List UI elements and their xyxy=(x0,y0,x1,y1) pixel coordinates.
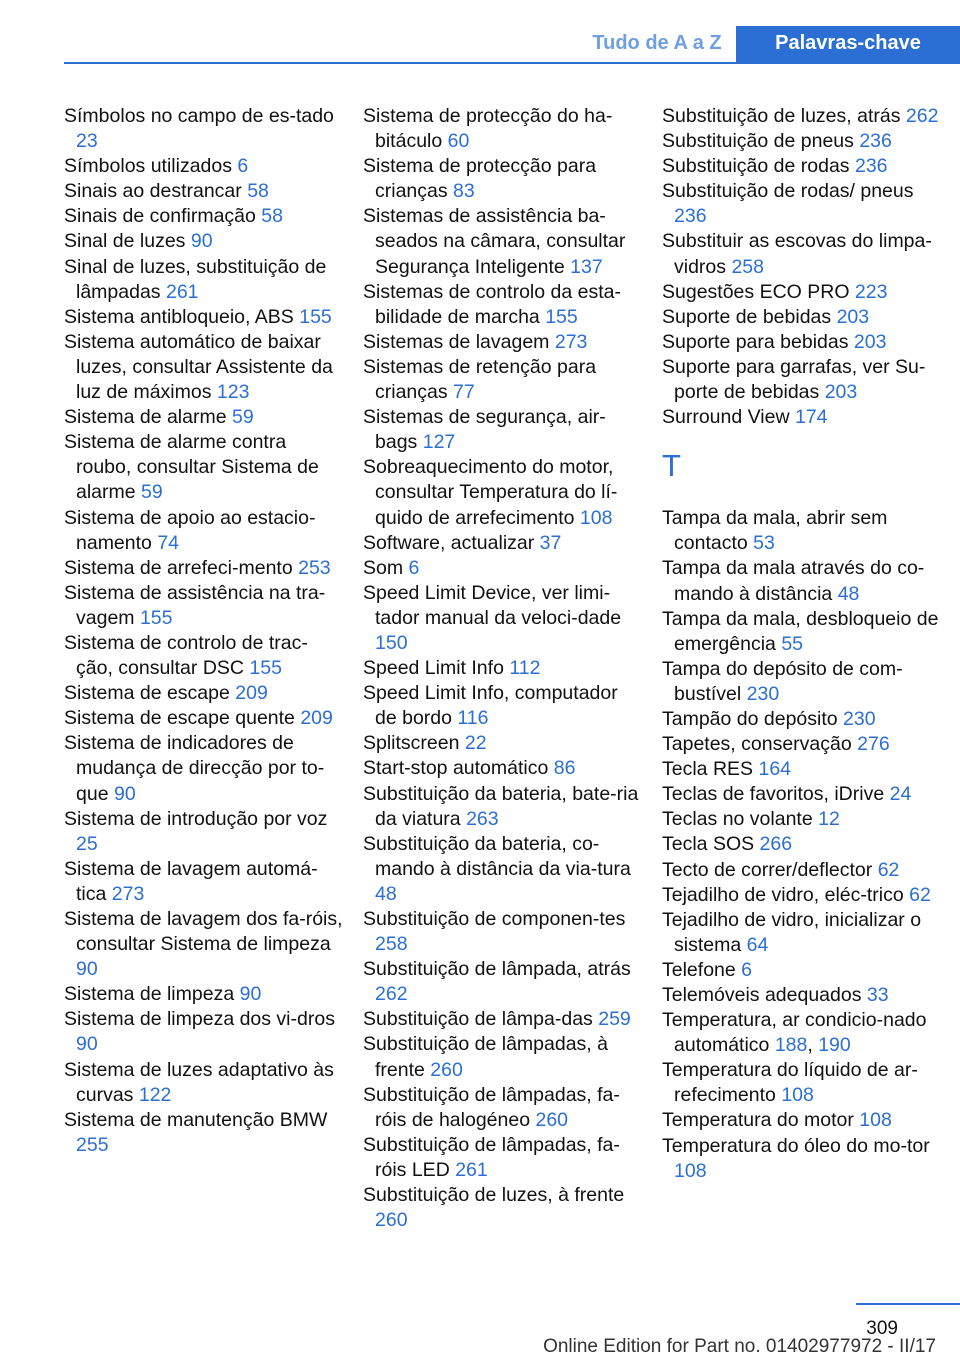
index-term: Substituição da bateria, bate‐ria da viatura xyxy=(363,782,639,830)
index-term: Temperatura, ar condicio‐nado automático xyxy=(662,1009,927,1057)
page-link[interactable]: 255 xyxy=(76,1133,109,1156)
footer-rule xyxy=(856,1303,960,1305)
index-entry xyxy=(363,756,643,781)
index-entry xyxy=(64,857,344,907)
index-term: Substituição de lâmpadas, à frente xyxy=(363,1033,608,1081)
index-entry xyxy=(662,229,942,279)
index-entry xyxy=(363,1007,643,1032)
page-link[interactable]: 260 xyxy=(430,1058,463,1081)
page-link[interactable]: 276 xyxy=(857,733,890,756)
page-link[interactable]: 62 xyxy=(909,883,931,906)
index-entry xyxy=(662,908,942,958)
index-term: Tejadilho de vidro, eléc‐trico xyxy=(662,883,904,906)
index-entry xyxy=(64,430,344,505)
page-link[interactable]: 122 xyxy=(138,1083,172,1106)
index-entry xyxy=(662,607,942,657)
page-link[interactable]: 203 xyxy=(853,330,887,353)
index-term: Substituição de componen‐tes xyxy=(363,908,626,930)
index-term: Tecla RES xyxy=(662,758,754,781)
index-term: Substituir as escovas do limpa-vidros xyxy=(662,230,932,278)
index-entry xyxy=(64,506,344,556)
page-link[interactable]: 24 xyxy=(889,783,912,806)
index-term: Suporte para bebidas xyxy=(662,330,849,353)
page-link[interactable]: 6 xyxy=(741,958,753,981)
index-entry xyxy=(64,1007,344,1057)
index-term: Substituição de luzes, atrás xyxy=(662,105,901,127)
index-term: Sistema de escape quente xyxy=(64,707,295,730)
page-link[interactable]: 123 xyxy=(216,381,250,404)
page-link[interactable]: 116 xyxy=(457,707,489,730)
page-link[interactable]: 48 xyxy=(375,882,397,905)
page-link[interactable]: 112 xyxy=(509,657,541,680)
index-term: Sistemas de controlo da esta‐bilidade de marcha xyxy=(363,280,621,328)
index-entry xyxy=(662,782,942,807)
page-link[interactable]: 108 xyxy=(579,506,613,529)
index-entry xyxy=(662,832,942,857)
page-link[interactable]: 33 xyxy=(866,984,889,1006)
page-link[interactable]: 150 xyxy=(375,631,408,654)
page-link[interactable]: 209 xyxy=(235,682,268,705)
index-term: Temperatura do líquido de ar‐refecimento xyxy=(662,1059,918,1107)
index-entry xyxy=(662,1108,942,1133)
index-column-1 xyxy=(64,104,344,1158)
index-entry xyxy=(662,807,942,832)
tab-palavras-chave[interactable]: Palavras-chave xyxy=(736,26,960,64)
index-term: Substituição de lâmpada, atrás xyxy=(363,958,631,981)
index-entry xyxy=(64,1058,344,1108)
page-link[interactable]: 258 xyxy=(731,255,764,278)
page-link[interactable]: 230 xyxy=(843,707,876,730)
index-entry xyxy=(662,305,942,330)
page-link[interactable]: 209 xyxy=(300,707,333,730)
page-link[interactable]: 263 xyxy=(466,807,499,830)
index-entry xyxy=(64,681,344,706)
index-term: Speed Limit Info xyxy=(363,657,504,680)
index-term: Surround View xyxy=(662,406,790,429)
index-term: Substituição de lâmpa‐das xyxy=(363,1008,593,1031)
index-entry xyxy=(662,1058,942,1108)
page-link[interactable]: 155 xyxy=(249,657,282,680)
index-entry xyxy=(64,104,344,154)
page-link[interactable]: 188 xyxy=(774,1034,808,1057)
page-link[interactable]: 261 xyxy=(165,280,199,303)
index-term: Sugestões ECO PRO xyxy=(662,280,850,303)
page-link[interactable]: 64 xyxy=(746,933,769,956)
index-entry xyxy=(64,229,344,254)
index-entry xyxy=(662,129,942,154)
page-link[interactable]: 262 xyxy=(375,983,408,1006)
page-link[interactable]: 59 xyxy=(141,481,163,504)
index-entry xyxy=(662,883,942,908)
index-entry xyxy=(64,631,344,681)
index-entry xyxy=(363,957,643,1007)
index-term: Sistema de limpeza dos vi‐dros xyxy=(64,1008,335,1031)
index-entry xyxy=(64,556,344,581)
page-link[interactable]: 77 xyxy=(453,381,475,404)
page-link[interactable]: 155 xyxy=(299,305,332,328)
index-entry xyxy=(363,1133,643,1183)
index-entry xyxy=(363,154,643,204)
index-term: Sistemas de retenção para crianças xyxy=(363,355,597,404)
index-term: Tampa da mala, desbloqueio de emergência xyxy=(662,607,939,655)
index-entry xyxy=(363,1083,643,1133)
index-term: Teclas no volante xyxy=(662,808,813,831)
index-entry xyxy=(662,104,942,129)
page-link[interactable]: 60 xyxy=(447,130,470,153)
index-term: Sistema de assistência na tra‐vagem xyxy=(64,581,326,629)
page-link[interactable]: 203 xyxy=(836,305,870,328)
page-link[interactable]: 58 xyxy=(247,180,269,203)
index-entry xyxy=(363,330,643,355)
index-entry xyxy=(662,506,942,556)
page-link[interactable]: 273 xyxy=(111,882,145,905)
index-entry xyxy=(662,179,942,229)
index-entry xyxy=(64,1108,344,1158)
index-entry xyxy=(64,581,344,631)
index-term: Sistema de limpeza xyxy=(64,983,235,1006)
index-entry xyxy=(363,104,643,154)
index-term: Temperatura do óleo do mo‐tor xyxy=(662,1134,930,1157)
index-term: Sistema automático de baixar luzes, consultar Assistente da luz de máximos xyxy=(64,330,333,404)
page-link[interactable]: 262 xyxy=(905,105,939,127)
index-entry xyxy=(662,657,942,707)
page-link[interactable]: 155 xyxy=(545,305,578,328)
page-link[interactable]: 90 xyxy=(113,782,136,805)
page-link[interactable]: 261 xyxy=(455,1158,488,1181)
index-term: Sistema de manutenção BMW xyxy=(64,1108,328,1131)
index-entry xyxy=(64,731,344,806)
page-link[interactable]: 53 xyxy=(753,532,775,555)
page-link[interactable]: 223 xyxy=(854,280,888,303)
index-term: Substituição de lâmpadas, fa‐róis de halogéneo xyxy=(363,1083,620,1131)
index-entry xyxy=(363,1183,643,1233)
index-term: Telefone xyxy=(662,958,736,981)
index-entry xyxy=(363,405,643,455)
index-entry xyxy=(363,1032,643,1082)
page-link[interactable]: 90 xyxy=(190,230,213,253)
page-number: 309 xyxy=(866,1318,898,1339)
index-entry xyxy=(64,982,344,1007)
page-link[interactable]: 6 xyxy=(237,155,249,178)
index-entry xyxy=(64,907,344,982)
index-term: Sinal de luzes xyxy=(64,230,186,253)
page-link[interactable]: 22 xyxy=(464,732,487,755)
page-link[interactable]: 260 xyxy=(535,1108,569,1131)
index-term: Sistema de lavagem dos fa‐róis, consultar Sistema de limpeza xyxy=(64,908,343,956)
index-term: Tecto de correr/deflector xyxy=(662,858,873,881)
page-link[interactable]: 127 xyxy=(422,431,456,454)
page-link[interactable]: 137 xyxy=(570,255,603,278)
index-term: Suporte para garrafas, ver Su‐porte de bebidas xyxy=(662,355,926,404)
index-entry xyxy=(64,405,344,430)
index-entry xyxy=(64,204,344,229)
index-entry xyxy=(363,204,643,279)
index-term: Start-stop automático xyxy=(363,757,549,780)
page-link[interactable]: 164 xyxy=(758,758,792,781)
index-term: Sistemas de assistência ba‐seados na câmara, consultar Segurança Inteligente xyxy=(363,205,626,278)
index-term: Speed Limit Device, ver limi‐tador manual da veloci‐dade xyxy=(363,581,622,629)
index-term: Substituição de rodas xyxy=(662,155,850,178)
page-link[interactable]: 25 xyxy=(76,832,98,855)
index-entry xyxy=(662,405,942,430)
index-term: Sistema de apoio ao estacio‐namento xyxy=(64,506,316,554)
tab-tudo-de-a-a-z[interactable]: Tudo de A a Z xyxy=(592,32,722,54)
index-term: Sistemas de lavagem xyxy=(363,330,550,353)
index-entry xyxy=(363,531,643,556)
page-link[interactable]: 236 xyxy=(854,155,888,178)
index-entry xyxy=(662,280,942,305)
section-letter: T xyxy=(662,448,681,484)
page-link[interactable]: 190 xyxy=(818,1034,851,1057)
index-term: Substituição de rodas/ pneus xyxy=(662,180,914,203)
index-term: Símbolos no campo de es‐tado xyxy=(64,105,334,127)
page-link[interactable]: 230 xyxy=(746,682,780,705)
page-link[interactable]: 108 xyxy=(859,1109,892,1132)
index-term: Speed Limit Info, computador de bordo xyxy=(363,682,618,730)
index-term: Splitscreen xyxy=(363,732,460,755)
index-term: Telemóveis adequados xyxy=(662,984,862,1006)
page-link[interactable]: 258 xyxy=(375,933,408,956)
index-entry xyxy=(363,832,643,907)
index-term: Substituição de lâmpadas, fa‐róis LED xyxy=(363,1133,620,1181)
page-link[interactable]: 236 xyxy=(674,205,707,228)
index-term: Tampa da mala, abrir sem contacto xyxy=(662,507,888,555)
index-term: Sistema de indicadores de mudança de direcção por to‐que xyxy=(64,732,325,805)
page-link[interactable]: 236 xyxy=(859,130,892,153)
index-entry xyxy=(363,455,643,530)
index-term: Sistemas de segurança, air‐bags xyxy=(363,406,606,454)
page-link[interactable]: 155 xyxy=(139,606,173,629)
page-link[interactable]: 37 xyxy=(539,531,562,554)
page-link[interactable]: 23 xyxy=(76,130,98,153)
page-link[interactable]: 74 xyxy=(157,531,180,554)
index-term: Tampa do depósito de com‐bustível xyxy=(662,657,903,705)
index-entry xyxy=(662,355,942,405)
index-term: Tampão do depósito xyxy=(662,707,838,730)
index-entry xyxy=(64,807,344,857)
index-entry xyxy=(64,154,344,179)
page-link[interactable]: 90 xyxy=(76,1033,98,1056)
index-entry xyxy=(64,305,344,330)
index-term: Símbolos utilizados xyxy=(64,155,232,178)
index-term: Sistema de protecção do ha‐bitáculo xyxy=(363,105,613,153)
page-link[interactable]: 259 xyxy=(598,1008,631,1031)
index-entry xyxy=(363,581,643,656)
index-term: Substituição da bateria, co‐mando à distância da via‐tura xyxy=(363,832,631,880)
index-term: Sistema de arrefeci‐mento xyxy=(64,556,293,579)
index-term: Software, actualizar xyxy=(363,531,535,554)
index-entry xyxy=(363,782,643,832)
edition-footer: Online Edition for Part no. 01402977972 - II/17 xyxy=(543,1336,936,1357)
index-column-3 xyxy=(662,104,942,1184)
index-term: Sinal de luzes, substituição de lâmpadas xyxy=(64,255,327,303)
page-link[interactable]: 90 xyxy=(239,983,262,1006)
page-link[interactable]: 86 xyxy=(553,757,576,780)
page-link[interactable]: 12 xyxy=(818,808,840,831)
index-term: Substituição de pneus xyxy=(662,130,854,153)
index-term: Temperatura do motor xyxy=(662,1109,854,1132)
index-term: Tejadilho de vidro, inicializar o sistema xyxy=(662,908,922,956)
index-term: Sinais de confirmação xyxy=(64,205,256,228)
index-entry xyxy=(64,179,344,204)
page-link[interactable]: 260 xyxy=(375,1209,408,1232)
page-link[interactable]: 83 xyxy=(453,180,475,203)
page-link[interactable]: 108 xyxy=(674,1159,707,1182)
index-entry xyxy=(64,255,344,305)
index-entry xyxy=(662,707,942,732)
index-term: Sistema de lavagem automá‐tica xyxy=(64,857,318,905)
index-entry xyxy=(662,958,942,983)
page-link[interactable]: 58 xyxy=(261,205,283,228)
index-term: Suporte de bebidas xyxy=(662,305,832,328)
index-term: Som xyxy=(363,556,404,579)
index-entry xyxy=(363,656,643,681)
page-link[interactable]: 203 xyxy=(824,381,858,404)
index-entry xyxy=(662,330,942,355)
index-entry xyxy=(662,556,942,606)
page-link[interactable]: 266 xyxy=(759,833,793,856)
index-entry xyxy=(64,330,344,405)
index-entry: Temperatura, ar condicio‐nado automático 188, 190 xyxy=(662,1009,927,1057)
index-entry xyxy=(662,732,942,757)
index-term: Substituição de luzes, à frente xyxy=(363,1184,625,1207)
index-entry xyxy=(363,556,643,581)
index-term: Sistema de escape xyxy=(64,682,230,705)
index-entry xyxy=(662,757,942,782)
index-entry xyxy=(662,983,942,1008)
page-link[interactable]: 90 xyxy=(76,958,98,981)
index-term: Tapetes, conservação xyxy=(662,733,852,756)
index-term: Sistema de introdução por voz xyxy=(64,807,328,830)
index-column-2 xyxy=(363,104,643,1233)
index-term: Tecla SOS xyxy=(662,833,755,856)
page-link[interactable]: 253 xyxy=(298,556,331,579)
index-entry xyxy=(662,1134,942,1184)
page-link[interactable]: 174 xyxy=(794,406,828,429)
index-term: Sistema de luzes adaptativo às curvas xyxy=(64,1058,334,1106)
index-entry xyxy=(363,280,643,330)
page-link[interactable]: 48 xyxy=(837,582,860,605)
index-entry xyxy=(363,907,643,957)
index-term: Sistema antibloqueio, ABS xyxy=(64,305,294,328)
index-term: Teclas de favoritos, iDrive xyxy=(662,783,885,806)
index-term: Sistema de controlo de trac‐ção, consultar DSC xyxy=(64,631,308,680)
index-term: Sobreaquecimento do motor, consultar Temperatura do lí‐quido de arrefecimento xyxy=(363,456,618,529)
index-term: Tampa da mala através do co‐mando à distância xyxy=(662,557,925,605)
index-term: Sistema de protecção para crianças xyxy=(363,155,597,203)
index-term: Sinais ao destrancar xyxy=(64,180,242,203)
index-term: Sistema de alarme contra roubo, consultar Sistema de alarme xyxy=(64,431,319,504)
index-entry xyxy=(363,355,643,405)
index-entry xyxy=(363,681,643,731)
page-link[interactable]: 59 xyxy=(232,406,254,429)
page-link[interactable]: 108 xyxy=(781,1084,814,1107)
page-link[interactable]: 62 xyxy=(877,858,900,881)
index-entry xyxy=(64,706,344,731)
index-entry xyxy=(662,858,942,883)
page-link[interactable]: 55 xyxy=(781,632,804,655)
index-entry xyxy=(363,731,643,756)
page-link[interactable]: 6 xyxy=(408,556,420,579)
index-term: Sistema de alarme xyxy=(64,406,227,429)
index-entry xyxy=(662,154,942,179)
page-link[interactable]: 273 xyxy=(554,330,588,353)
